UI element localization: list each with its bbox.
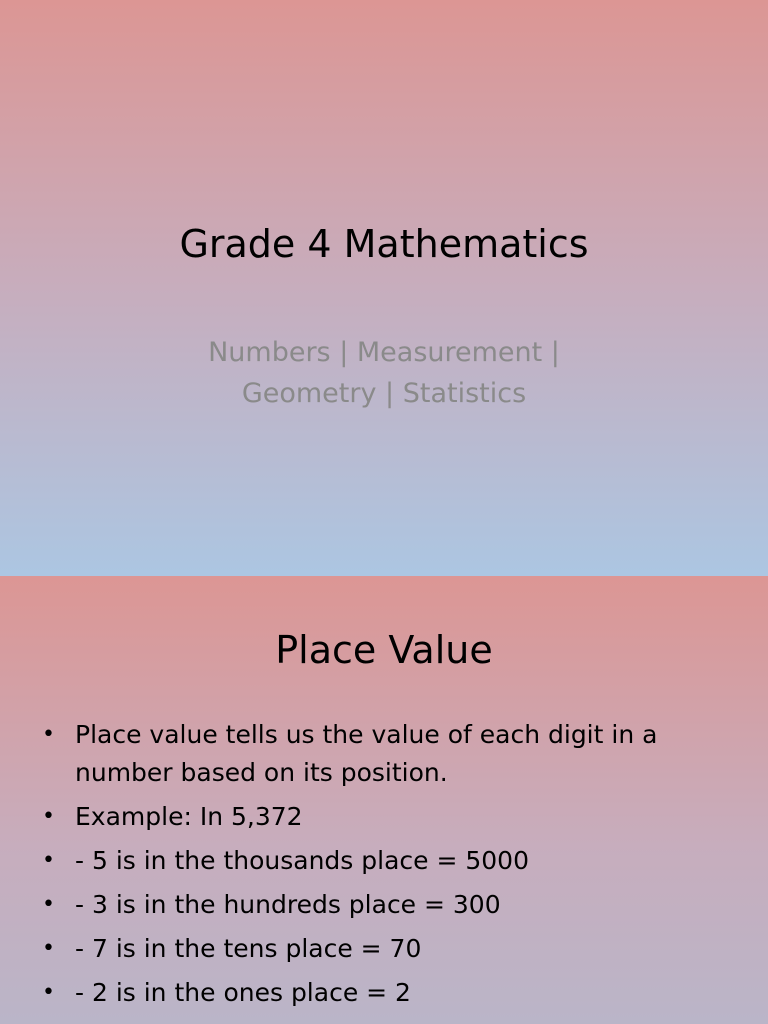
bullet-text: Example: In 5,372: [75, 802, 303, 831]
bullet-icon: •: [42, 980, 55, 1005]
bullet-icon: •: [42, 936, 55, 961]
bullet-item: [40, 716, 700, 792]
bullet-text: - 5 is in the thousands place = 5000: [75, 846, 529, 875]
subtitle-line: Geometry | Statistics: [241, 378, 527, 409]
bullet-item: [40, 974, 700, 1012]
bullet-text: - 2 is in the ones place = 2: [75, 978, 411, 1007]
bullet-item: [40, 798, 700, 836]
bullet-icon: •: [42, 848, 55, 873]
bullet-icon: •: [42, 892, 55, 917]
bullet-item: [40, 930, 700, 968]
slide-title: Grade 4 Mathematics: [179, 222, 589, 266]
bullet-item: [40, 842, 700, 880]
bullet-item: [40, 886, 700, 924]
slide-subtitle: [140, 332, 628, 414]
bullet-text: - 3 is in the hundreds place = 300: [75, 890, 501, 919]
bullet-list: [40, 716, 700, 1018]
bullet-text: Place value tells us the value of each digit in a number based on its position.: [75, 720, 658, 787]
bullet-text: - 7 is in the tens place = 70: [75, 934, 422, 963]
slide-heading: Place Value: [275, 628, 493, 672]
subtitle-line: Numbers | Measurement |: [208, 337, 560, 368]
bullet-icon: •: [42, 804, 55, 829]
bullet-icon: •: [42, 722, 55, 747]
